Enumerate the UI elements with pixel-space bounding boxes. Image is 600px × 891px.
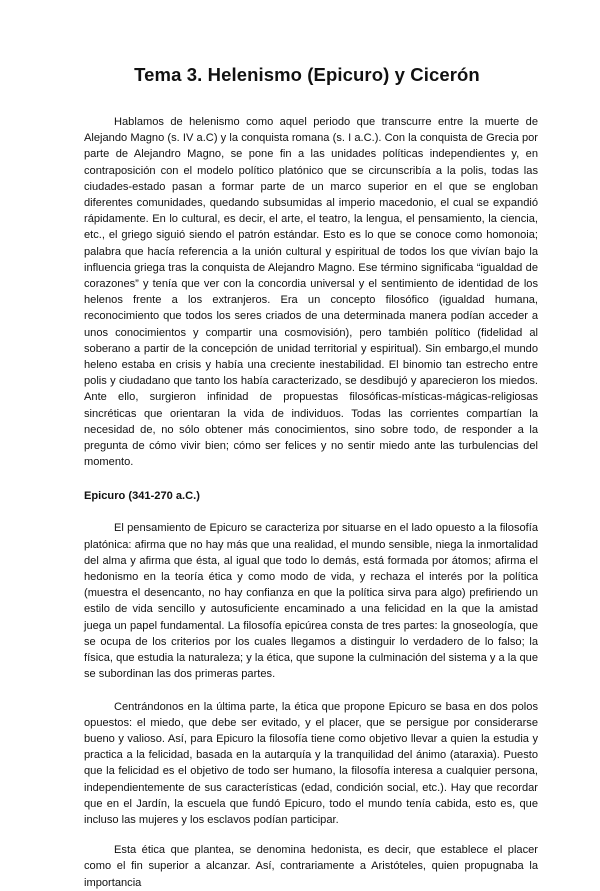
epicuro-paragraph: El pensamiento de Epicuro se caracteriza por situarse en el lado opuesto a la filosofía platónica: afirma que no hay más que una realidad, el mundo sensible, niega la inmortalidad del alma y afirma que ésta, al igual que todo lo demás, está formada por átomos; afirma el hedonismo en la teoría ética y como modo de vida, y rechaza el interés por la política (muestra el desencanto, no hay confianza en que la política sirva para algo) prefiriendo un estilo de vida sencillo y autosuficiente encaminado a una felicidad en la que la amistad juega un papel fundamental. La filosofía epicúrea consta de tres partes: la gnoseología, que se ocupa de los criterios por los cuales llegamos a distinguir lo verdadero de lo falso; la física, que estudia la naturaleza; y la ética, que supone la culminación del sistema y a la que se subordinan las dos primeras partes. bbox=[84, 522, 538, 681]
ethics-paragraph: Centrándonos en la última parte, la ética que propone Epicuro se basa en dos polos opuestos: el miedo, que debe ser evitado, y el placer, que se persigue por considerarse bueno y valioso. Así, para Epicuro la filosofía tiene como objetivo llevar a quien la estudia y practica a la felicidad, basada en la autarquía y la tranquilidad del ánimo (ataraxia). Puesto que la felicidad es el objetivo de todo ser humano, la filosofía interesa a cualquier persona, independientemente de sus características (edad, condición social, etc.). Hay que recordar que en el Jardín, la escuela que fundó Epicuro, todo el mundo tenía cabida, esto es, que incluso las mujeres y los esclavos podían participar. bbox=[84, 700, 538, 826]
section-heading: Epicuro (341-270 a.C.) bbox=[84, 490, 200, 503]
hedonism-paragraph: Esta ética que plantea, se denomina hedonista, es decir, que establece el placer como el fin superior a alcanzar. Así, contrariamente a Aristóteles, quien propugnaba la importancia bbox=[84, 844, 538, 889]
page-title: Tema 3. Helenismo (Epicuro) y Cicerón bbox=[134, 64, 480, 85]
intro-paragraph: Hablamos de helenismo como aquel periodo que transcurre entre la muerte de Alejando Magno (s. IV a.C) y la conquista romana (s. I a.C.). Con la conquista de Grecia por parte de Alejandro Magno, se pone fin a las unidades políticas independientes y, en contraposición con el modelo político platónico que se circunscribía a la polis, todas las ciudades-estado pasan a formar parte de un marco superior en el que se engloban diferentes comunidades, quedando subsumidas al imperio macedonio, el cual se expandió rápidamente. En lo cultural, es decir, el arte, el teatro, la lengua, el pensamiento, la ciencia, etc., el griego siguió siendo el patrón estándar. Esto es lo que se conoce como homonoia; palabra que hacía referencia a la unión cultural y espiritual de todos los que vivían bajo la influencia griega tras la conquista de Alejandro Magno. Ese término significaba “igualdad de corazones” y tenía que ver con la concordia universal y el sentimiento de identidad de los helenos frente a los extranjeros. Era un concepto filosófico (igualdad humana, reconocimiento que todos los seres criados de una determinada manera podían acceder a unos conocimientos y compartir una cosmovisión), pero también político (fidelidad al soberano a partir de la concepción de unidad territorial y espiritual). Sin embargo,el mundo heleno estaba en crisis y había una creciente inestabilidad. El binomio tan estrecho entre polis y ciudadano que tanto los había caracterizado, se desdibujó y aparecieron los miedos. Ante ello, surgieron infinidad de propuestas filosóficas-místicas-mágicas-religiosas sincréticas que orientaran la vida de individuos. Todas las corrientes compartían la necesidad de, no sólo obtener más conocimientos, sino sobre todo, de responder a la pregunta de cómo vivir bien; cómo ser felices y no sentir miedo ante las turbulencias del momento. bbox=[84, 116, 538, 469]
